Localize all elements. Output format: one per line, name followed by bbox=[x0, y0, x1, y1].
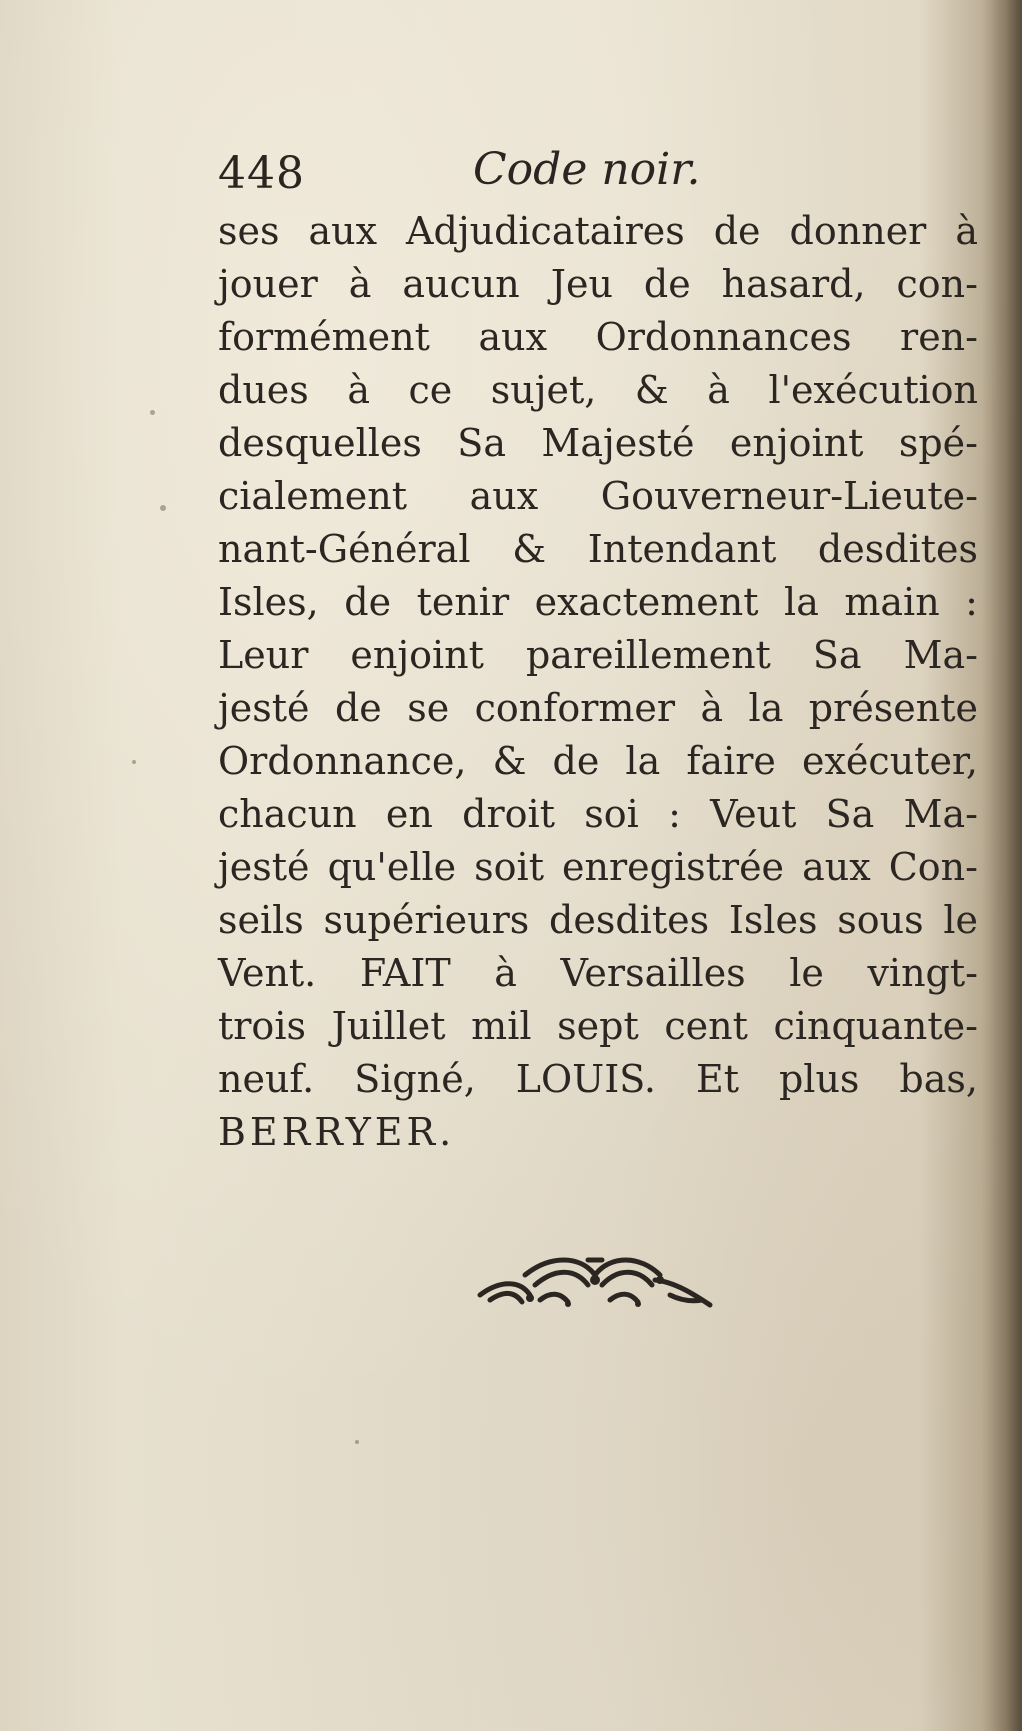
text-line: Leur enjoint pareillement Sa Ma- bbox=[218, 633, 978, 677]
text-line: nant-Général & Intendant desdites bbox=[218, 527, 978, 571]
page-header bbox=[218, 142, 758, 202]
paper-speck bbox=[160, 505, 166, 511]
text-line: seils supérieurs desdites Isles sous le bbox=[218, 898, 978, 942]
floral-ornament-icon bbox=[470, 1240, 720, 1320]
paper-speck bbox=[355, 1440, 359, 1444]
paper-speck bbox=[150, 410, 155, 415]
text-line: Vent. FAIT à Versailles le vingt- bbox=[218, 951, 978, 995]
text-line: Ordonnance, & de la faire exécuter, bbox=[218, 739, 978, 783]
page-gutter-shadow bbox=[982, 0, 1022, 1731]
text-line: Isles, de tenir exactement la main : bbox=[218, 580, 978, 624]
text-line: chacun en droit soi : Veut Sa Ma- bbox=[218, 792, 978, 836]
text-line: jesté qu'elle soit enregistrée aux Con- bbox=[218, 845, 978, 889]
text-line: jesté de se conformer à la présente bbox=[218, 686, 978, 730]
running-title: Code noir. bbox=[473, 144, 701, 195]
text-line: formément aux Ordonnances ren- bbox=[218, 315, 978, 359]
text-line: neuf. Signé, LOUIS. Et plus bas, bbox=[218, 1057, 978, 1101]
text-line: trois Juillet mil sept cent cinquante- bbox=[218, 1004, 978, 1048]
text-line: ses aux Adjudicataires de donner à bbox=[218, 209, 978, 253]
text-line: jouer à aucun Jeu de hasard, con- bbox=[218, 262, 978, 306]
body-text bbox=[218, 205, 978, 1159]
text-line: desquelles Sa Majesté enjoint spé- bbox=[218, 421, 978, 465]
text-line: cialement aux Gouverneur-Lieute- bbox=[218, 474, 978, 518]
text-line-signature: BERRYER. bbox=[218, 1110, 456, 1154]
text-line: dues à ce sujet, & à l'exécution bbox=[218, 368, 978, 412]
page-number: 448 bbox=[218, 148, 305, 199]
paper-speck bbox=[132, 760, 136, 764]
